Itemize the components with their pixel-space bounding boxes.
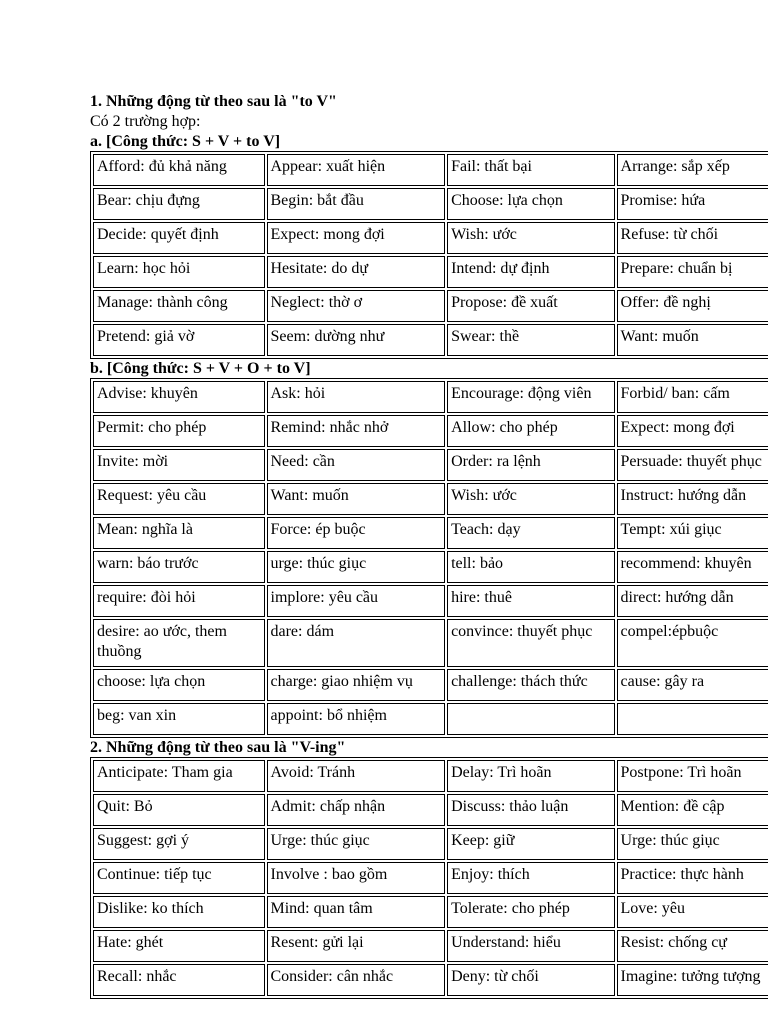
verb-cell: Promise: hứa: [617, 188, 768, 220]
verb-cell: Anticipate: Tham gia: [93, 760, 265, 792]
verb-cell: Mind: quan tâm: [267, 896, 446, 928]
verb-cell: Arrange: sắp xếp: [617, 154, 768, 186]
verb-cell: compel:épbuộc: [617, 619, 768, 667]
table-row: [93, 794, 768, 826]
table-section-a: [90, 151, 768, 359]
verb-cell: Prepare: chuẩn bị: [617, 256, 768, 288]
table-row: [93, 256, 768, 288]
verb-cell: Teach: dạy: [447, 517, 614, 549]
table-row: [93, 964, 768, 996]
table-row: [93, 669, 768, 701]
verb-cell: Suggest: gợi ý: [93, 828, 265, 860]
verb-cell: Avoid: Tránh: [267, 760, 446, 792]
section-b-title: b. [Công thức: S + V + O + to V]: [90, 360, 311, 377]
verb-cell: [447, 703, 614, 735]
verb-cell: Consider: cân nhắc: [267, 964, 446, 996]
document-body: [90, 92, 768, 999]
verb-cell: Mean: nghĩa là: [93, 517, 265, 549]
verb-cell: dare: dám: [267, 619, 446, 667]
table-row: [93, 703, 768, 735]
verb-cell: Wish: ước: [447, 222, 614, 254]
verb-cell: Propose: đề xuất: [447, 290, 614, 322]
table-row: [93, 188, 768, 220]
table-row: [93, 930, 768, 962]
verb-cell: Offer: đề nghị: [617, 290, 768, 322]
verb-cell: Refuse: từ chối: [617, 222, 768, 254]
table-row: [93, 862, 768, 894]
heading-to-v: 1. Những động từ theo sau là "to V": [90, 93, 337, 110]
verb-cell: Intend: dự định: [447, 256, 614, 288]
verb-cell: convince: thuyết phục: [447, 619, 614, 667]
verb-cell: charge: giao nhiệm vụ: [267, 669, 446, 701]
verb-cell: beg: van xin: [93, 703, 265, 735]
verb-cell: Instruct: hướng dẫn: [617, 483, 768, 515]
verb-cell: require: đòi hỏi: [93, 585, 265, 617]
verb-cell: Encourage: động viên: [447, 381, 614, 413]
verb-cell: Bear: chịu đựng: [93, 188, 265, 220]
verb-cell: Need: cần: [267, 449, 446, 481]
table-row: [93, 619, 768, 667]
verb-cell: Practice: thực hành: [617, 862, 768, 894]
verb-cell: Ask: hỏi: [267, 381, 446, 413]
table-row: [93, 324, 768, 356]
verb-cell: Forbid/ ban: cấm: [617, 381, 768, 413]
verb-cell: choose: lựa chọn: [93, 669, 265, 701]
verb-cell: Order: ra lệnh: [447, 449, 614, 481]
verb-cell: warn: báo trước: [93, 551, 265, 583]
verb-cell: Urge: thúc giục: [267, 828, 446, 860]
verb-cell: Choose: lựa chọn: [447, 188, 614, 220]
verb-cell: cause: gây ra: [617, 669, 768, 701]
verb-cell: Enjoy: thích: [447, 862, 614, 894]
verb-cell: Swear: thề: [447, 324, 614, 356]
verb-cell: Continue: tiếp tục: [93, 862, 265, 894]
verb-cell: Want: muốn: [267, 483, 446, 515]
verb-cell: Fail: thất bại: [447, 154, 614, 186]
verb-cell: Seem: dường như: [267, 324, 446, 356]
verb-cell: Decide: quyết định: [93, 222, 265, 254]
verb-cell: Permit: cho phép: [93, 415, 265, 447]
verb-cell: Remind: nhắc nhở: [267, 415, 446, 447]
table-row: [93, 483, 768, 515]
verb-cell: Neglect: thờ ơ: [267, 290, 446, 322]
heading-v-ing: 2. Những động từ theo sau là "V-ing": [90, 739, 346, 756]
verb-cell: Appear: xuất hiện: [267, 154, 446, 186]
table-row: [93, 222, 768, 254]
verb-cell: Tempt: xúi giục: [617, 517, 768, 549]
verb-cell: Dislike: ko thích: [93, 896, 265, 928]
verb-cell: tell: bảo: [447, 551, 614, 583]
verb-cell: Begin: bắt đầu: [267, 188, 446, 220]
table-row: [93, 154, 768, 186]
verb-cell: [617, 703, 768, 735]
verb-cell: Expect: mong đợi: [617, 415, 768, 447]
verb-cell: Urge: thúc giục: [617, 828, 768, 860]
verb-cell: Afford: đủ khả năng: [93, 154, 265, 186]
verb-cell: Learn: học hỏi: [93, 256, 265, 288]
verb-cell: Force: ép buộc: [267, 517, 446, 549]
verb-cell: Understand: hiểu: [447, 930, 614, 962]
verb-cell: Persuade: thuyết phục: [617, 449, 768, 481]
verb-cell: Recall: nhắc: [93, 964, 265, 996]
section-a-title: a. [Công thức: S + V + to V]: [90, 133, 281, 150]
verb-cell: Wish: ước: [447, 483, 614, 515]
table-row: [93, 381, 768, 413]
table-row: [93, 828, 768, 860]
verb-cell: Discuss: thảo luận: [447, 794, 614, 826]
verb-cell: Pretend: giả vờ: [93, 324, 265, 356]
verb-cell: Resent: gửi lại: [267, 930, 446, 962]
verb-cell: Expect: mong đợi: [267, 222, 446, 254]
verb-cell: recommend: khuyên: [617, 551, 768, 583]
verb-cell: Deny: từ chối: [447, 964, 614, 996]
table-v-ing: [90, 757, 768, 999]
verb-cell: desire: ao ước, them thuồng: [93, 619, 265, 667]
verb-cell: Quit: Bỏ: [93, 794, 265, 826]
verb-cell: Want: muốn: [617, 324, 768, 356]
table-row: [93, 415, 768, 447]
verb-cell: Keep: giữ: [447, 828, 614, 860]
table-row: [93, 551, 768, 583]
verb-cell: hire: thuê: [447, 585, 614, 617]
intro-text: Có 2 trường hợp:: [90, 113, 201, 130]
verb-cell: direct: hướng dẫn: [617, 585, 768, 617]
verb-cell: Involve : bao gồm: [267, 862, 446, 894]
table-section-b: [90, 378, 768, 738]
verb-cell: Tolerate: cho phép: [447, 896, 614, 928]
verb-cell: urge: thúc giục: [267, 551, 446, 583]
table-row: [93, 449, 768, 481]
verb-cell: Request: yêu cầu: [93, 483, 265, 515]
verb-cell: Manage: thành công: [93, 290, 265, 322]
verb-cell: Delay: Trì hoãn: [447, 760, 614, 792]
verb-cell: Allow: cho phép: [447, 415, 614, 447]
verb-cell: Postpone: Trì hoãn: [617, 760, 768, 792]
table-row: [93, 517, 768, 549]
verb-cell: Admit: chấp nhận: [267, 794, 446, 826]
verb-cell: challenge: thách thức: [447, 669, 614, 701]
table-row: [93, 760, 768, 792]
table-row: [93, 290, 768, 322]
table-row: [93, 896, 768, 928]
verb-cell: Resist: chống cự: [617, 930, 768, 962]
verb-cell: appoint: bổ nhiệm: [267, 703, 446, 735]
verb-cell: Hesitate: do dự: [267, 256, 446, 288]
verb-cell: implore: yêu cầu: [267, 585, 446, 617]
verb-cell: Hate: ghét: [93, 930, 265, 962]
verb-cell: Imagine: tưởng tượng: [617, 964, 768, 996]
verb-cell: Love: yêu: [617, 896, 768, 928]
verb-cell: Invite: mời: [93, 449, 265, 481]
verb-cell: Mention: đề cập: [617, 794, 768, 826]
table-row: [93, 585, 768, 617]
verb-cell: Advise: khuyên: [93, 381, 265, 413]
